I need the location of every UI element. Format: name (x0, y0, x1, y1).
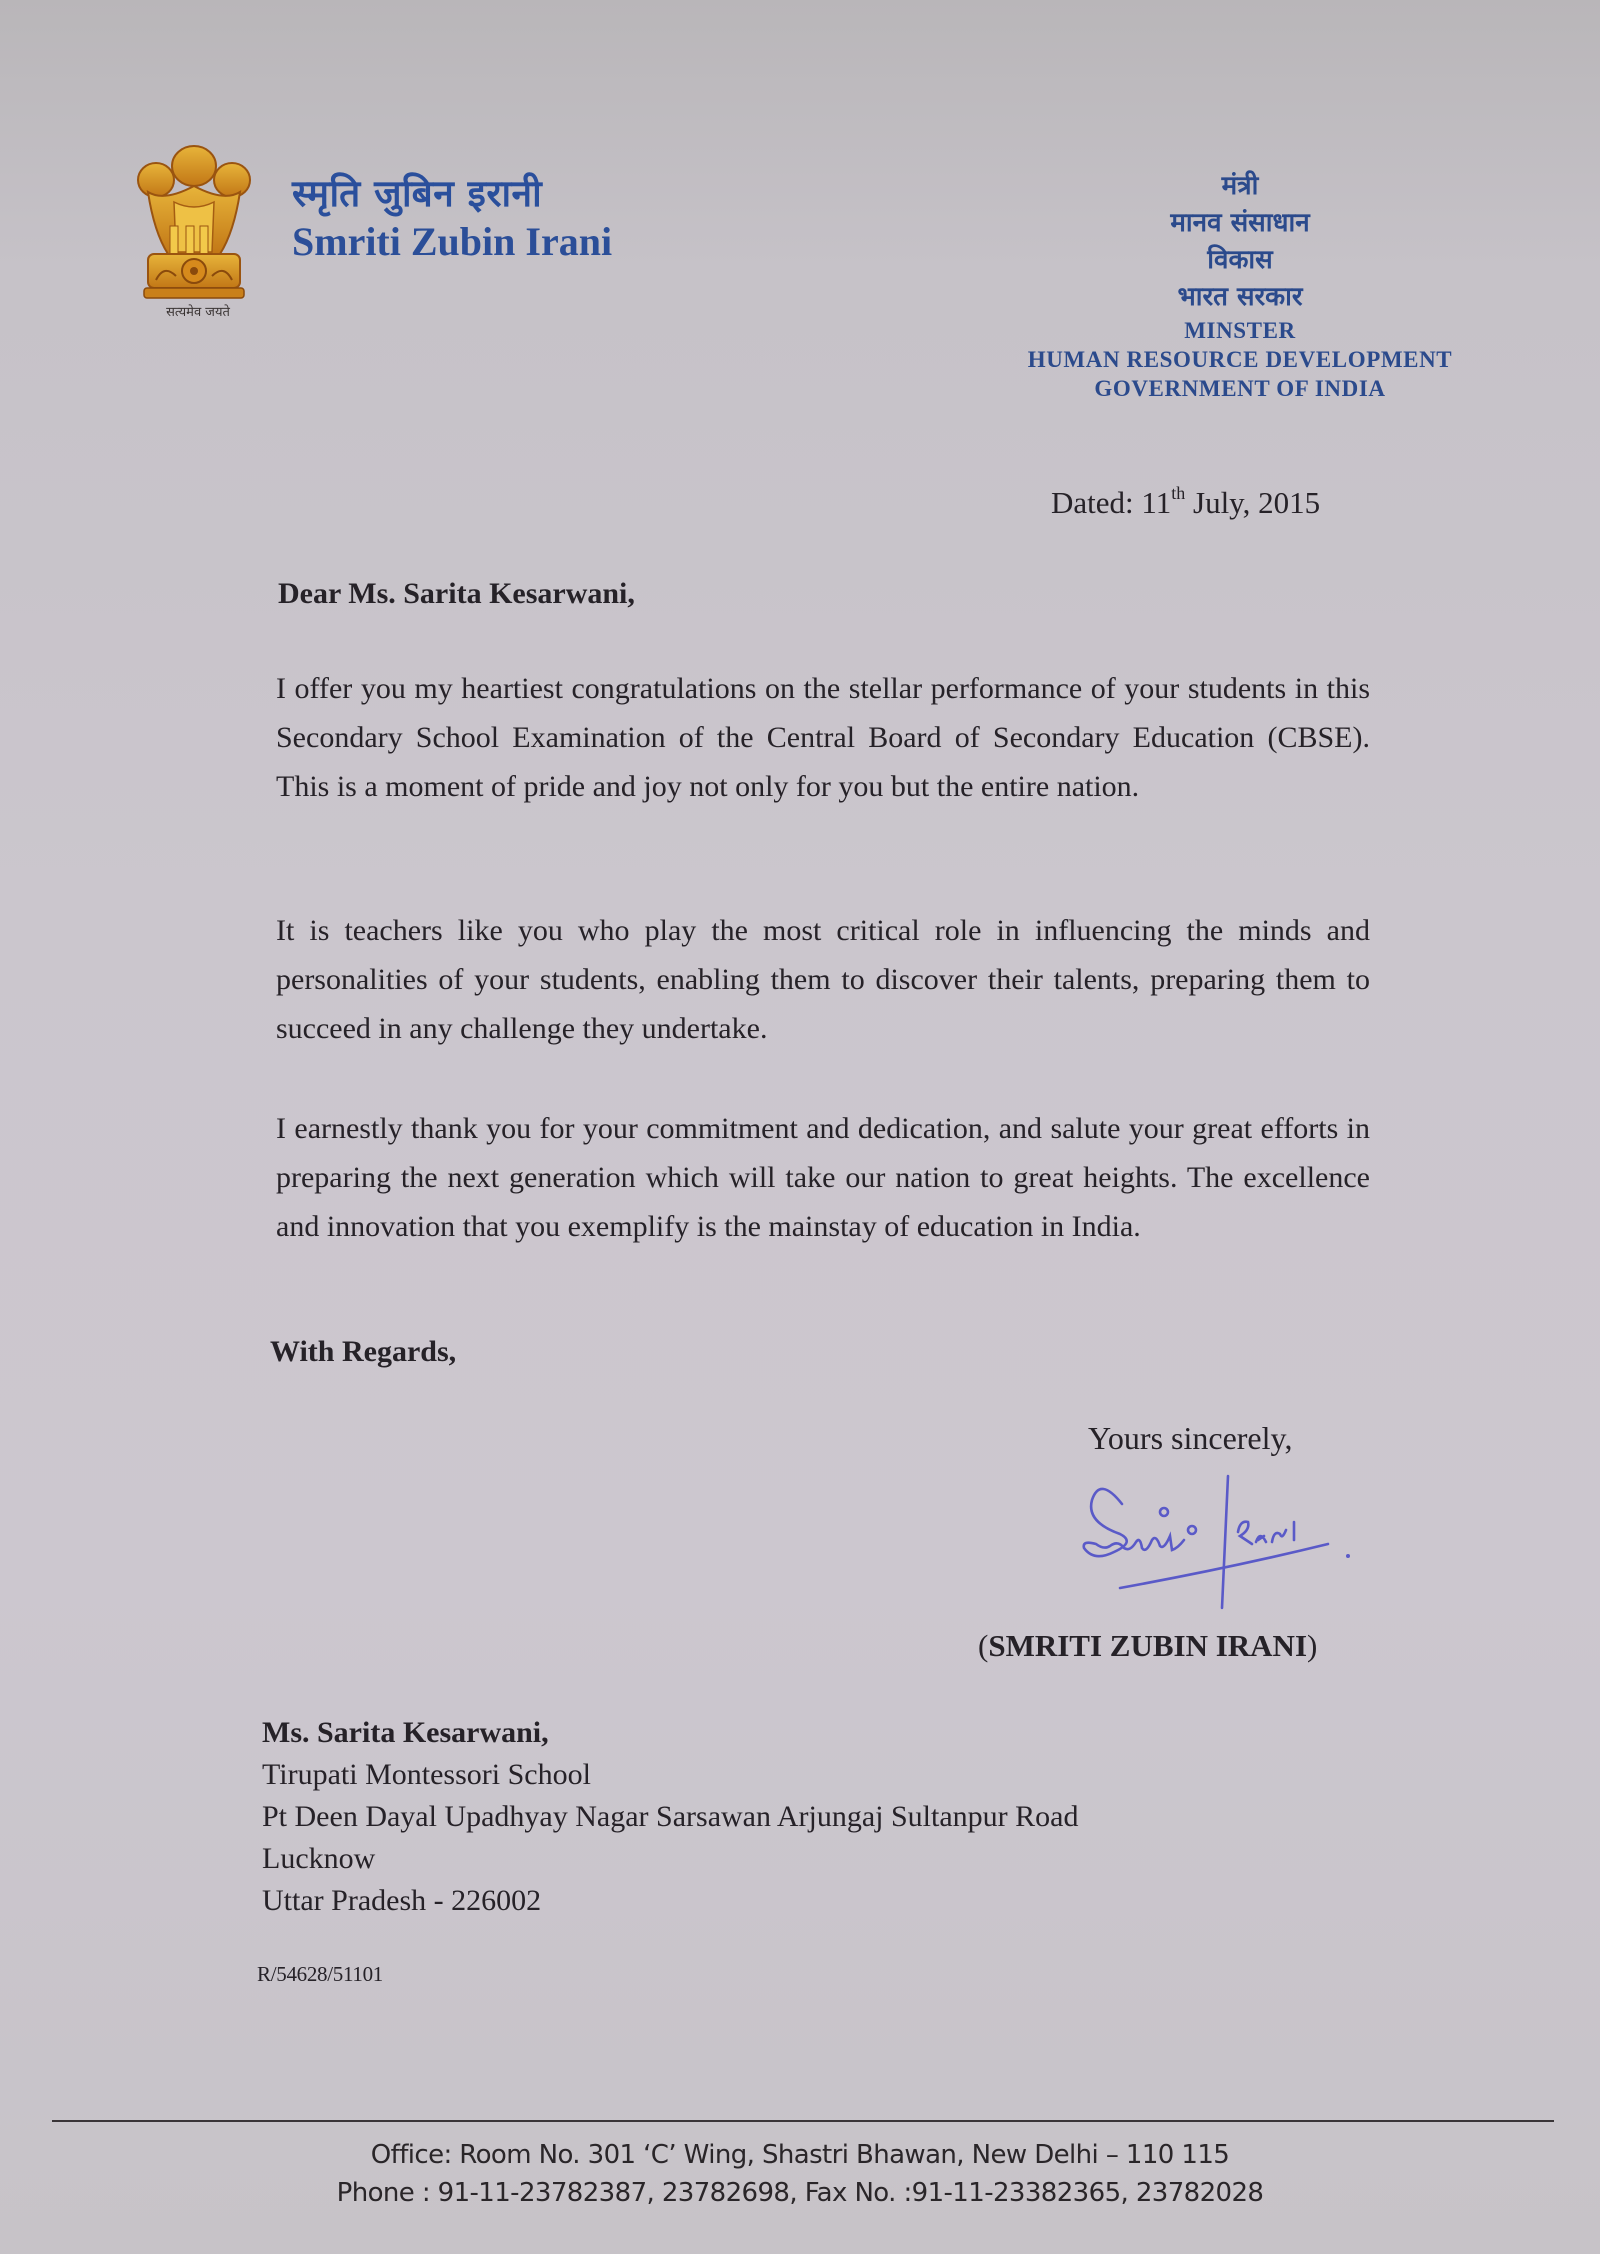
recipient-name: Ms. Sarita Kesarwani, (262, 1716, 549, 1749)
office-title-block (960, 168, 1520, 403)
footer-phone-fax: Phone : 91-11-23782387, 23782698, Fax No. :91-11-23382365, 23782028 (336, 2178, 1264, 2208)
office-english-line: GOVERNMENT OF INDIA (1094, 376, 1386, 401)
minister-name-english: Smriti Zubin Irani (292, 219, 613, 264)
office-hindi-line: भारत सरकार (1177, 282, 1303, 312)
date-prefix: Dated: 11 (1051, 485, 1172, 520)
minister-name-hindi: स्मृति जुबिन इरानी (292, 172, 543, 215)
office-hindi-line: मानव संसाधान (1170, 208, 1310, 238)
closing-sincerely: Yours sincerely, (1088, 1420, 1293, 1456)
address-line: Lucknow (262, 1842, 376, 1875)
footer (0, 2136, 1600, 2212)
office-english-line: HUMAN RESOURCE DEVELOPMENT (1027, 347, 1453, 372)
body-paragraph: I offer you my heartiest congratulations on the stellar performance of your students in this Secondary School Examination of the Central Board of Secondary Education (CBSE). This is a moment of pride and joy not only for you but the entire nation. (276, 672, 1370, 803)
reference-number: R/54628/51101 (257, 1962, 383, 1986)
signature (1080, 1470, 1400, 1610)
office-hindi-line: विकास (1207, 245, 1273, 275)
signer-paren-open: ( (978, 1628, 989, 1663)
footer-office-address: Office: Room No. 301 ‘C’ Wing, Shastri Bhawan, New Delhi – 110 115 (370, 2140, 1230, 2170)
address-line: Pt Deen Dayal Upadhyay Nagar Sarsawan Arjungaj Sultanpur Road (262, 1800, 1079, 1833)
address-line: Uttar Pradesh - 226002 (262, 1884, 542, 1917)
footer-divider (52, 2120, 1554, 2122)
office-hindi-line: मंत्री (1221, 171, 1259, 201)
body-paragraph: It is teachers like you who play the most critical role in influencing the minds and personalities of your students, enabling them to discover their talents, preparing them to succeed in any challenge they undertake. (276, 914, 1370, 1045)
date-ordinal: th (1171, 483, 1186, 503)
emblem-motto: सत्यमेव जयते (166, 305, 230, 320)
address-line: Tirupati Montessori School (262, 1758, 591, 1791)
letter-date (1051, 485, 1320, 521)
signer-name-text: SMRITI ZUBIN IRANI (988, 1628, 1308, 1663)
date-rest: July, 2015 (1185, 485, 1321, 520)
signer-paren-close: ) (1307, 1628, 1318, 1663)
salutation: Dear Ms. Sarita Kesarwani, (278, 577, 635, 610)
recipient-address (262, 1712, 1078, 1922)
signer-name (978, 1628, 1317, 1664)
body-paragraph: I earnestly thank you for your commitment and dedication, and salute your great efforts in preparing the next generation which will take our nation to great heights. The excellence and innovation that you exemplify is the mainstay of education in India. (276, 1112, 1370, 1243)
office-english-line: MINSTER (1184, 318, 1296, 343)
closing-regards: With Regards, (270, 1335, 457, 1368)
national-emblem-icon (134, 142, 254, 322)
